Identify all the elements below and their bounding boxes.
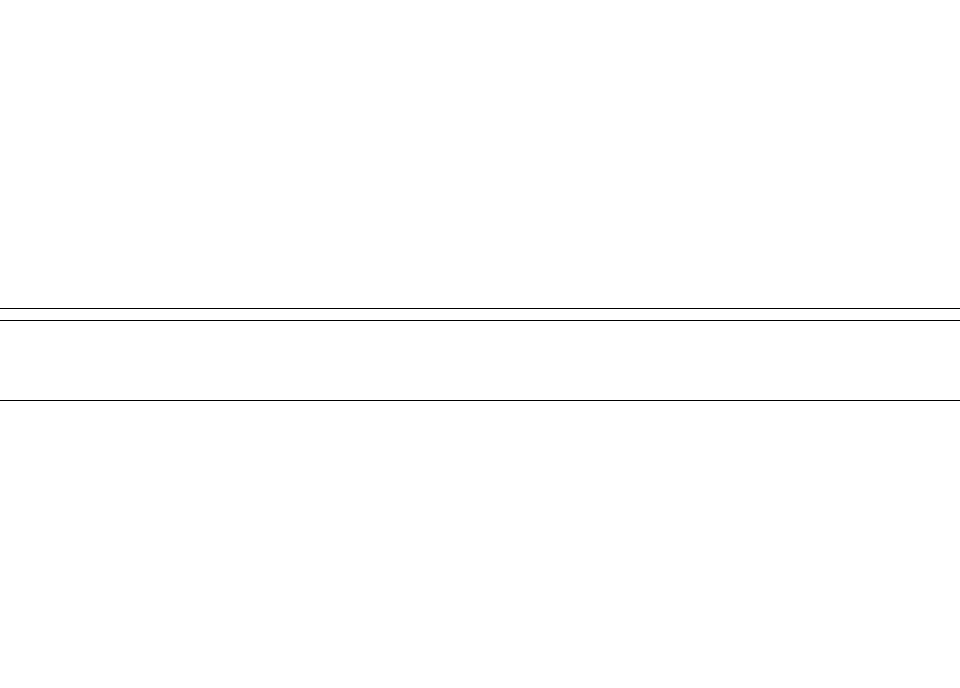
header-wydatki-na-programy [640, 335, 690, 401]
header-na-programy [902, 345, 960, 401]
table-header [0, 308, 960, 408]
